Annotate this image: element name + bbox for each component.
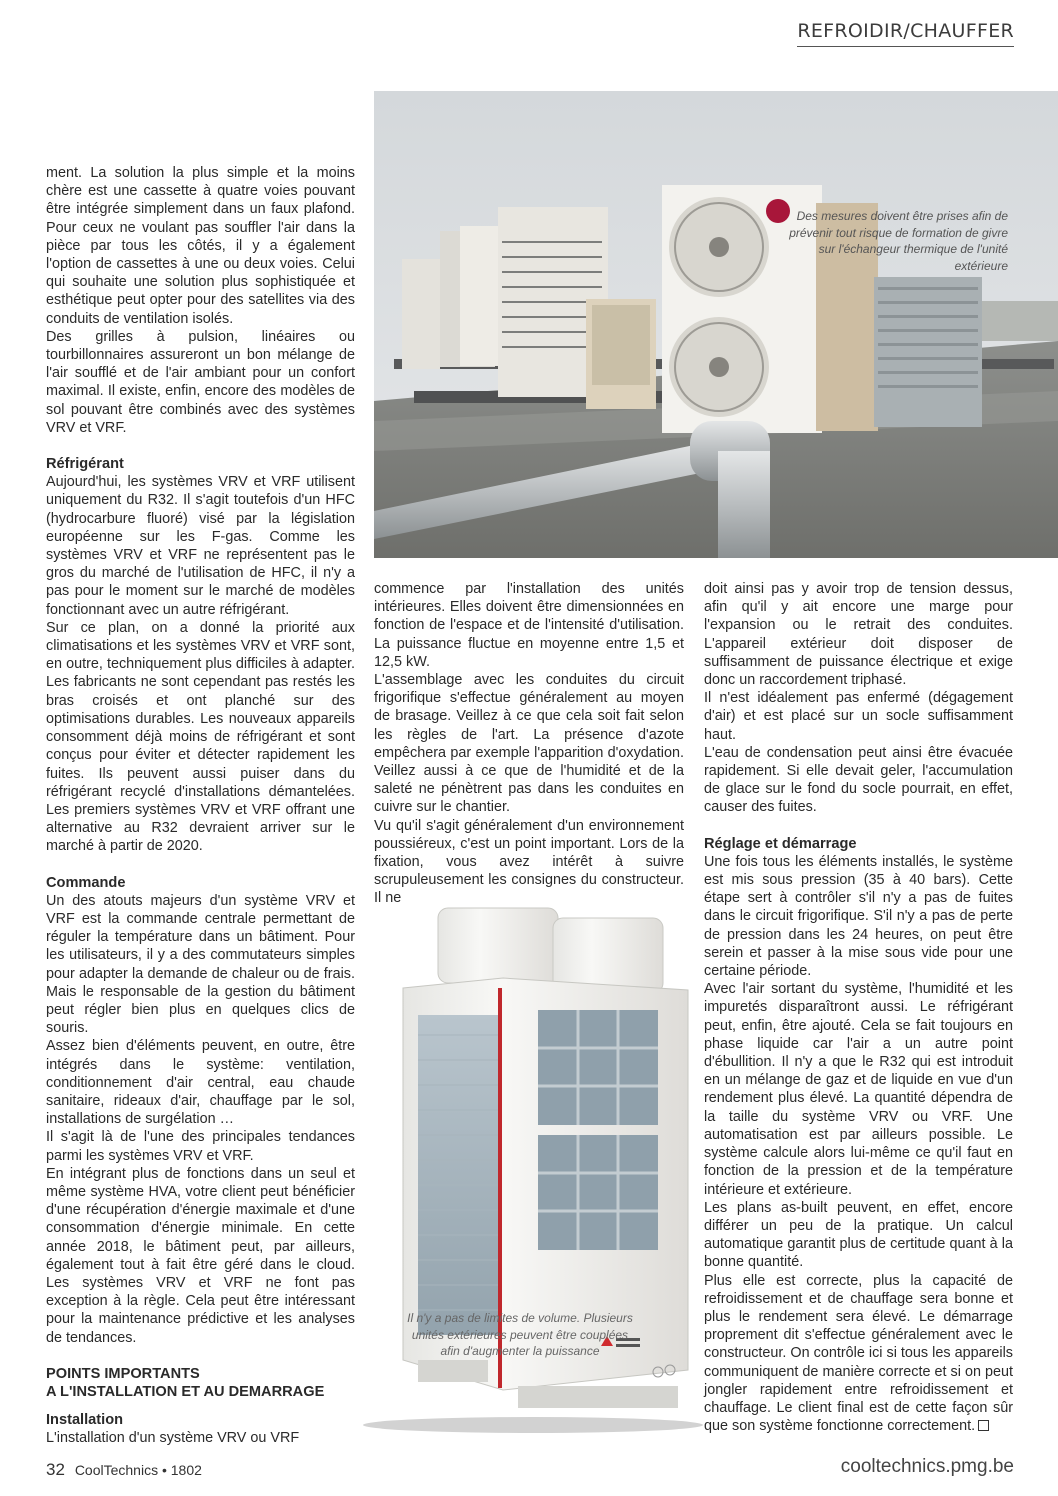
paragraph [704,1272,1013,1436]
text-column-3 [704,580,1013,1435]
heading-commande: Commande [46,874,126,891]
paragraph: Il s'agit là de l'une des principales tendances parmi les systèmes VRV et VRF. [46,1129,355,1164]
paragraph: Aujourd'hui, les systèmes VRV et VRF utilisent uniquement du R32. Il s'agit toutefois d'un HFC (hydrocarbure fluoré) visé par la législation européenne sur les F-gas. Comme les systèmes VRV et VRF ne représentent pas le gros du marché de l'utilisation de HFC, il n'y a pas pour le moment sur le marché de modèles fonctionnant avec un autre réfrigérant. [46,474,355,618]
unit-image-caption: Il n'y a pas de limites de volume. Plusieurs unités extérieures peuvent être couplées afin d'augmenter la puissance [407,1311,633,1358]
paragraph: Avec l'air sortant du système, l'humidité et les impuretés disparaîtront aussi. Le réfrigérant peut, enfin, être ajouté. Cela se fait toujours en phase liquide car l'air a un autre point d'ébullition. Il n'y a que le R32 qui est introduit en un mélange de gaz et de liquide en vue d'un rendement plus élevé. La quantité dépendra de la taille du système VRV ou VRF. Une automatisation est par ailleurs possible. Le système calcule alors lui-même ce qu'il faut en fonction de la pression et de la température intérieure et extérieure. [704,981,1013,1198]
paragraph: Un des atouts majeurs d'un système VRV et VRF est la commande centrale permettant de réguler la température dans un bâtiment. Pour les utilisateurs, il y a des commutateurs simples pour adapter la demande de chaleur ou de frais. Mais le responsable de la gestion du bâtiment peut régler bien plus en quelques clics de souris. [46,892,355,1037]
paragraph: Assez bien d'éléments peuvent, en outre, être intégrés dans le système: ventilation, conditionnement d'air central, eau chaude sanitaire, rideaux d'air, chauffage par le sol, installations de surgélation … [46,1038,355,1128]
paragraph: Des grilles à pulsion, linéaires ou tourbillonnaires assureront un bon mélange de l'air soufflé et de l'air ambiant pour un confort maximal. Il existe, enfin, encore des modèles de sol pouvant être combinés avec des systèmes VRV et VRF. [46,328,355,436]
footer-left [46,1460,202,1480]
magazine-issue: CoolTechnics • 1802 [74,1462,202,1478]
paragraph: L'installation d'un système VRV ou VRF [46,1430,300,1447]
heading-installation: Installation [46,1412,124,1429]
heading-reglage-demarrage: Réglage et démarrage [704,835,857,852]
paragraph: commence par l'installation des unités intérieures. Elles doivent être dimensionnées en fonction de l'espace et de l'intensité d'utilisation. La puissance fluctue en moyenne entre 1,5 et 12,5 kW. [374,581,684,670]
paragraph: L'assemblage avec les conduites du circuit frigorifique s'effectue généralement au moyen de brasage. Veillez à ce que cela soit fait selon les règles de l'art. La présence d'azote empêchera par exemple l'apparition d'oxydation. Veillez aussi à ce que de l'humidité et de la saleté ne pénètrent pas dans les conduites en cuivre sur le chantier. [374,672,684,816]
text-column-1 [46,164,355,1448]
text-column-2 [374,580,684,908]
paragraph: L'eau de condensation peut ainsi être évacuée rapidement. Si elle devait geler, l'accumulation de glace sur le fond du socle pourrait, en effet, causer des fuites. [704,744,1013,816]
heading-refrigerant: Réfrigérant [46,456,124,473]
end-of-article-icon [978,1420,989,1431]
paragraph: En intégrant plus de fonctions dans un seul et même système HVA, votre client peut bénéficier d'une récupération d'énergie maximale et d'une consommation d'énergie minimale. En cette année 2018, le bâtiment peut, par ailleurs, également tout à fait être géré dans le cloud. Les systèmes VRV et VRF ne font pas exception à la règle. Cela peut être intéressant pour la maintenance prédictive et les analyses de tendances. [46,1165,355,1346]
rooftop-hvac-photo [374,91,1058,558]
paragraph: ment. La solution la plus simple et la moins chère est une cassette à quatre voies pouvant être intégrée simplement dans un faux plafond. Pour ceux ne voulant pas souffler l'air dans la pièce par tous les côtés, il y a également l'option de cassettes à une ou deux voies. Celui qui souhaite une solution plus sophistiquée et esthétique peut opter pour des satellites via des conduits de ventilation isolés. [46,165,355,327]
paragraph-text: Plus elle est correcte, plus la capacité de refroidissement et de chauffage sera bonne et plus le rendement sera élevé. Le démarrage proprement dit s'effectue généralement avec le constructeur. On contrôle ici si tous les appareils communiquent de manière correcte et si on peut jongler rapidement entre refroidissement et chauffage. Le client final est de cette façon sûr que son système fonctionne correctement. [704,1272,1013,1435]
page-number: 32 [46,1460,65,1479]
photo-caption: Des mesures doivent être prises afin de prévenir tout risque de formation de givre sur l'échangeur thermique de l'unité extérieure [789,209,1008,273]
heading-points-importants: POINTS IMPORTANTS [46,1365,200,1382]
paragraph: Il n'est idéalement pas enfermé (dégagement d'air) et est placé sur un socle suffisamment haut. [704,690,1013,743]
section-header: REFROIDIR/CHAUFFER [797,20,1014,47]
paragraph: Vu qu'il s'agit généralement d'un environnement poussiéreux, c'est un point important. Lors de la fixation, vous avez intérêt à suivre scrupuleusement les consignes du constructeur. Il ne [374,817,684,907]
heading-installation-demarrage: A L'INSTALLATION ET AU DEMARRAGE [46,1384,325,1400]
paragraph: doit ainsi pas y avoir trop de tension dessus, afin qu'il y ait encore une marge pour l'expansion ou le retrait des conduites. L'appareil extérieur doit disposer de suffisamment de puissance électrique et exige donc un raccordement triphasé. [704,581,1013,689]
paragraph: Sur ce plan, on a donné la priorité aux climatisations et les systèmes VRV et VRF sont, en outre, techniquement plus difficiles à adapter. Les fabricants ne sont cependant pas restés les bras croisés et ont planché sur des optimisations durables. Les nouveaux appareils consomment déjà moins de réfrigérant et sont conçus pour éviter et détecter rapidement les fuites. Ils peuvent aussi puiser dans du réfrigérant recyclé d'installations démantelées. Les premiers systèmes VRV et VRF offrant une alternative au R32 devraient arriver sur le marché à partir de 2020. [46,619,355,855]
website-url: cooltechnics.pmg.be [840,1456,1014,1477]
paragraph: Une fois tous les éléments installés, le système est mis sous pression (35 à 40 bars). Cette étape sert à contrôler s'il n'y a pas de fuites dans le circuit frigorifique. S'il n'y a pas de perte de pression dans les 24 heures, on peut être serein et passer à la mise sous vide pour une certaine période. [704,853,1013,980]
paragraph: Les plans as-built peuvent, en effet, encore différer un peu de la pratique. Un calcul automatique garantit plus de certitude quant à la bonne quantité. [704,1199,1013,1271]
